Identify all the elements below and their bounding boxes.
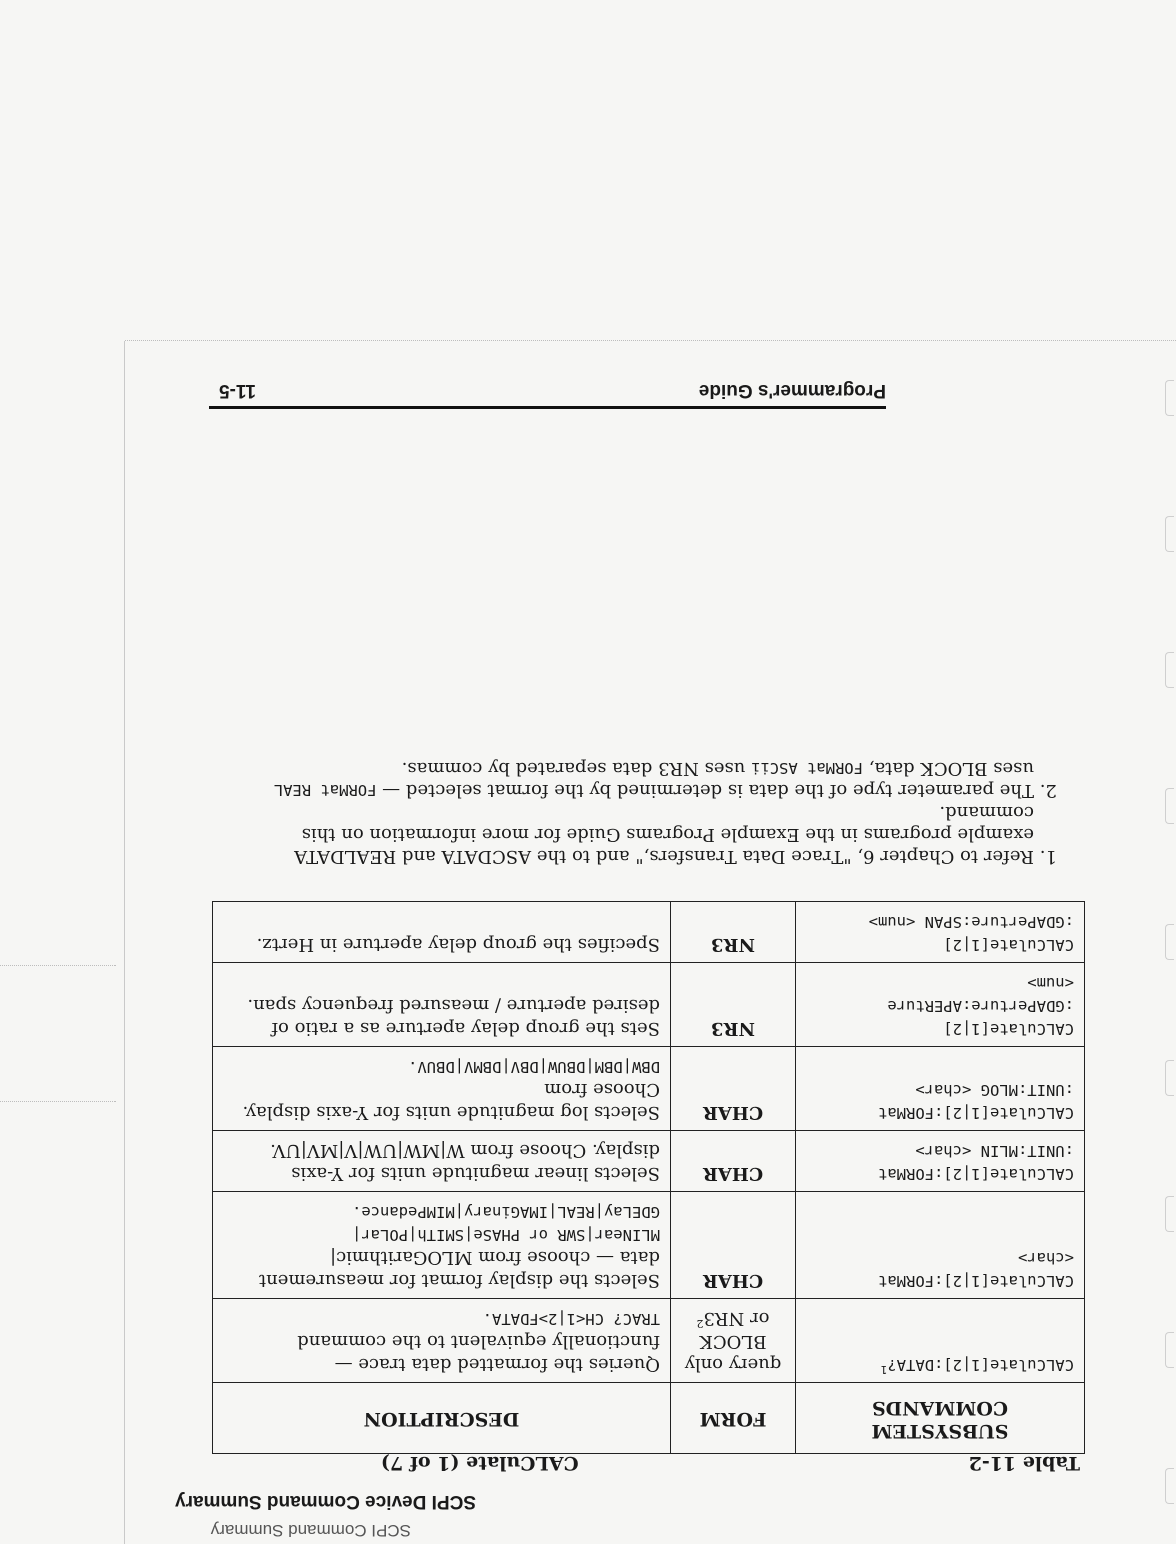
section-head: SCPI Device Command Summary (175, 1491, 476, 1512)
description-cell (213, 1047, 671, 1131)
page-edge (124, 341, 125, 1544)
binder-hole (1165, 1468, 1174, 1504)
calculate-command-table (212, 901, 1085, 1454)
description-text: Queries the formatted data trace — functionally equivalent to the command (297, 1331, 660, 1375)
binder-hole (1165, 788, 1174, 824)
binder-hole (1165, 1332, 1174, 1368)
description-code: DBW|DBM|DBUW|DBV|DBMV|DBUV. (408, 1058, 660, 1076)
footnote-ref: 1 (880, 1363, 888, 1377)
description-cell (213, 1192, 671, 1299)
binder-hole (1165, 380, 1174, 416)
table-number: Table 11-2 (968, 1452, 1080, 1474)
command-cell: CALCulate[1|2] :GDAPerture:APERture <num> (796, 963, 1085, 1047)
footnote-1: 1. Refer to Chapter 6, "Trace Data Transfers," and to the ASCDATA and REALDATA example programs in the Example Programs Guide for more information on this command. (254, 801, 1034, 867)
footnote-ref: 2 (696, 1317, 704, 1330)
form-cell: CHAR (671, 1192, 796, 1299)
command-text: CALCulate[1|2]:DATA? (887, 1356, 1074, 1374)
binder-hole (1165, 652, 1174, 688)
table-title: CALCulate (1 of 7) (380, 1452, 579, 1474)
table-row (213, 963, 1085, 1047)
binder-hole (1165, 516, 1174, 552)
binder-hole (1165, 1060, 1174, 1096)
page-number: 11-5 (219, 380, 256, 401)
table-header-row (213, 1383, 1085, 1454)
table-caption (200, 1452, 1080, 1474)
margin-dotted-line (0, 1101, 116, 1102)
form-cell: NR3 (671, 902, 796, 963)
command-cell (796, 1299, 1085, 1383)
footnote-text: uses BLOCK data, (863, 758, 1034, 779)
command-cell: CALCulate[1|2]:FORMat :UNIT:MLIN <char> (796, 1131, 1085, 1192)
description-code: TRAC? CH<1|2>FDATA. (482, 1310, 660, 1328)
form-cell: CHAR (671, 1047, 796, 1131)
footer-rule (209, 406, 886, 409)
table-footnotes (254, 757, 1058, 867)
table-row (213, 902, 1085, 963)
description-text: Selects linear magnitude units for Y-axis display. Choose from W|MW|UW|V|MV|UV. (270, 1140, 660, 1184)
description-text: Sets the group delay aperture as a ratio of desired aperture / measured frequency span. (247, 995, 660, 1039)
description-cell (213, 1131, 671, 1192)
description-text: Selects the display format for measurement data — choose from MLOGarithmic| (258, 1247, 660, 1291)
binder-hole (1165, 1196, 1174, 1232)
page-edge-fold (125, 340, 1176, 341)
column-header-description: DESCRIPTION (213, 1383, 671, 1454)
column-header-form: FORM (671, 1383, 796, 1454)
form-cell: NR3 (671, 963, 796, 1047)
description-text: Specifies the group delay aperture in Hertz. (256, 934, 660, 955)
footnote-code: FORMat REAL (273, 781, 377, 799)
footnote-text: uses NR3 data separated by commas. (401, 758, 752, 779)
form-cell: CHAR (671, 1131, 796, 1192)
footnote-2 (254, 757, 1034, 801)
footnote-text: The parameter type of the data is determined by the format selected — (376, 780, 1034, 801)
column-header-subsystem: SUBSYSTEM COMMANDS (796, 1383, 1085, 1454)
table-row (213, 1047, 1085, 1131)
form-cell (671, 1299, 796, 1383)
command-cell: CALCulate[1|2]:FORMat <char> (796, 1192, 1085, 1299)
description-text: Selects log magnitude units for Y-axis display. Choose from (242, 1079, 660, 1123)
margin-dotted-line (0, 965, 116, 966)
table-row (213, 1192, 1085, 1299)
description-cell (213, 963, 671, 1047)
binder-hole (1165, 924, 1174, 960)
description-cell (213, 902, 671, 963)
command-cell: CALCulate[1|2] :GDAPerture:SPAN <num> (796, 902, 1085, 963)
running-head: SCPI Command Summary (210, 1521, 411, 1540)
command-cell: CALCulate[1|2]:FORMat :UNIT:MLOG <char> (796, 1047, 1085, 1131)
form-text: query only BLOCK or NR3 (684, 1308, 782, 1375)
footer-guide-title: Programmer's Guide (698, 380, 886, 401)
table-row (213, 1131, 1085, 1192)
description-cell (213, 1299, 671, 1383)
description-code: MLINear|SWR or PHASe|SMITh|POLar| GDELay|REAL|IMAGinary|MIMPedance. (352, 1203, 660, 1244)
footnote-code: FORMat ASCii (751, 759, 864, 777)
table-row (213, 1299, 1085, 1383)
